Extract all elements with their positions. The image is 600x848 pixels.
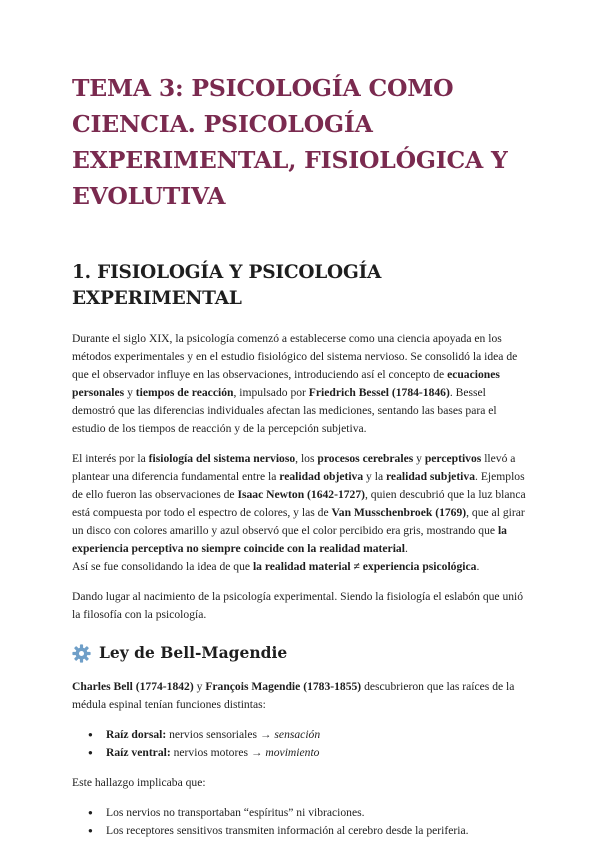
gear-icon [72, 644, 91, 663]
bold-term: procesos cerebrales [317, 452, 414, 465]
list-item: ● Los nervios no transportaban “espíritus” ni vibraciones. [106, 804, 528, 822]
paragraph-bessel: Durante el siglo XIX, la psicología comenzó a establecerse como una ciencia apoyada en los métodos experimentales y en el estudio fisiológico del sistema nervioso. Se consolidó la idea de que el observador influye en las observaciones, introduciendo así el concepto de ecuaciones personales y tiempos de reacción, impulsado por Friedrich Bessel (1784-1846). Bessel demostró que las diferencias individuales afectan las mediciones, sentando las bases para el estudio de los tiempos de reacción y de la percepción subjetiva. [72, 332, 518, 435]
bold-term: Charles Bell (1774-1842) [72, 680, 194, 693]
paragraph-implication: Este hallazgo implicaba que: [72, 776, 206, 789]
bold-term: François Magendie (1783-1855) [205, 680, 362, 693]
bold-term: Friedrich Bessel (1784-1846) [308, 386, 450, 399]
subsection-heading [72, 642, 528, 664]
bold-term: perceptivos [424, 452, 482, 465]
bold-term: Isaac Newton (1642-1727) [237, 488, 365, 501]
bold-term: tiempos de reacción [135, 386, 234, 399]
paragraph-conclusion: Dando lugar al nacimiento de la psicología experimental. Siendo la fisiología el eslabón que unió la filosofía con la psicología. [72, 590, 524, 621]
list-item: ● Raíz ventral: nervios motores → movimiento [106, 744, 528, 762]
bold-term: ecuaciones personales [72, 368, 500, 399]
bold-term: la experiencia perceptiva no siempre coincide con la realidad material [72, 524, 507, 555]
list-item: ● Los receptores sensitivos transmiten información al cerebro desde la periferia. [106, 822, 528, 840]
roots-list [72, 726, 528, 762]
document-title: TEMA 3: PSICOLOGÍA COMO CIENCIA. PSICOLOGÍA EXPERIMENTAL, FISIOLÓGICA Y EVOLUTIVA [72, 74, 508, 210]
bold-term: fisiología del sistema nervioso [148, 452, 296, 465]
implications-list [72, 804, 528, 840]
paragraph-bell-magendie: Charles Bell (1774-1842) y François Magendie (1783-1855) descubrieron que las raíces de la médula espinal tenían funciones distintas: [72, 680, 515, 711]
subsection-heading-label: Ley de Bell-Magendie [99, 643, 288, 662]
bold-term: realidad subjetiva [386, 470, 476, 483]
section-heading: 1. FISIOLOGÍA Y PSICOLOGÍA EXPERIMENTAL [72, 262, 382, 309]
paragraph-perception: El interés por la fisiología del sistema nervioso, los procesos cerebrales y perceptivos llevó a plantear una diferencia fundamental entre la realidad objetiva y la realidad subjetiva. Ejemplos de ello fueron las observaciones de Isaac Newton (1642-1727), quien descubrió que la luz blanca está compuesta por todo el espectro de colores, y las de Van Musschenbroek (1769), que al girar un disco con colores amarillo y azul observó que el color percibido era gris, mostrando que la experiencia perceptiva no siempre coincide con la realidad material. Así se fue consolidando la idea de que la realidad material ≠ experiencia psicológica. [72, 452, 526, 573]
list-item: ● Raíz dorsal: nervios sensoriales → sensación [106, 726, 528, 744]
bold-term: Van Musschenbroek (1769) [331, 506, 467, 519]
bold-term: realidad objetiva [279, 470, 364, 483]
bold-term: la realidad material ≠ experiencia psicológica [252, 560, 477, 573]
